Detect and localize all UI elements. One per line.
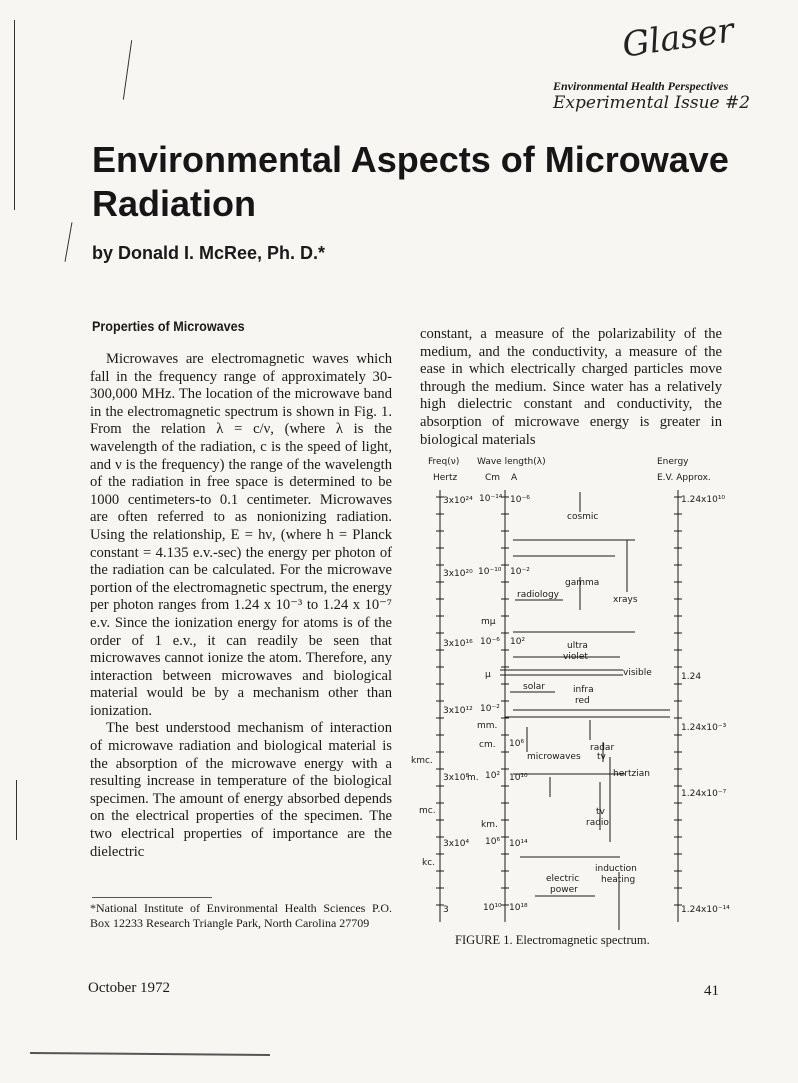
- cm-label: 10⁻¹⁴: [479, 494, 503, 504]
- spectrum-figure: [405, 452, 735, 932]
- section-heading: Properties of Microwaves: [92, 318, 245, 334]
- unit-label: mμ: [481, 617, 496, 627]
- author-byline: by Donald I. McRee, Ph. D.*: [92, 243, 326, 263]
- energy-label: 1.24x10⁻⁷: [681, 789, 727, 799]
- footnote-rule: [92, 897, 212, 898]
- margin-mark: [65, 222, 73, 262]
- a-label: 10⁻⁶: [510, 495, 530, 505]
- a-label: 10⁶: [509, 739, 525, 749]
- freq-label: 3x10⁸: [443, 773, 470, 783]
- cm-label: 10⁻¹⁰: [478, 567, 502, 577]
- energy-label: 1.24x10⁻³: [681, 723, 727, 733]
- ev-header: E.V. Approx.: [657, 473, 711, 483]
- hertzian-label: hertzian: [613, 769, 650, 779]
- margin-mark: [14, 20, 15, 210]
- electric-label: electric: [546, 874, 580, 884]
- energy-label: 1.24x10⁻¹⁴: [681, 905, 730, 915]
- radio-label: radio: [586, 818, 609, 828]
- energy-label: 1.24: [681, 672, 702, 682]
- paragraph: The best understood mechanism of interaction of microwave radiation and biological material is the absorption of the microwave energy with a resulting increase in temperature of the biological specimen. The amount of energy absorbed depends on the electrical properties of the specimen. The two electrical properties of importance are the dielectric: [90, 720, 392, 860]
- right-column-text: [420, 326, 722, 449]
- cosmic-label: cosmic: [567, 512, 599, 522]
- cm-label: 10⁶: [485, 837, 501, 847]
- unit-label: cm.: [479, 740, 496, 750]
- paragraph: Microwaves are electromagnetic waves which fall in the frequency range of approximately 30-300,000 MHz. The location of the microwave band in the electromagnetic spectrum is shown in Fig. 1. From the relation λ = c/ν, (where λ is the wavelength of the radiation, c is the speed of light, and ν is the frequency) the range of the wavelength of the radiation in free space is determined to be 1000 centimeters-to 0.1 centimeter. Microwaves are often referred to as nonionizing radiation. Using the relationship, E = hν, (where h = Planck constant = 4.135 e.v.-sec) the energy per photon of the radiation can be calculated. For the microwave portion of the electromagnetic spectrum, the energy per photon ranges from 1.24 x 10⁻³ to 1.24 x 10⁻⁷ e.v. Since the ionization energy for atoms is of the order of 1 e.v., it can readily be seen that microwaves cannot ionize the atom. Therefore, any interaction between microwaves and biological material would be by a mechanism other than ionization.: [90, 351, 392, 719]
- infrared-label: infra: [573, 685, 594, 695]
- freq-label: 3x10¹²: [443, 706, 473, 716]
- infrared-label: red: [575, 696, 590, 706]
- side-label: mc.: [419, 806, 436, 816]
- power-label: power: [550, 885, 578, 895]
- energy-label: 1.24x10¹⁰: [681, 495, 726, 505]
- side-label: kc.: [422, 858, 436, 868]
- journal-name: Environmental Health Perspectives: [553, 79, 729, 93]
- xrays-label: xrays: [613, 595, 638, 605]
- a-label: 10²: [510, 637, 526, 647]
- cm-label: 10⁻⁶: [480, 637, 500, 647]
- radar-label: radar: [590, 743, 615, 753]
- energy-header: Energy: [657, 457, 689, 467]
- induction-label: induction: [595, 864, 637, 874]
- ultraviolet-label: violet: [563, 652, 588, 662]
- a-label: 10¹⁰: [509, 773, 528, 783]
- unit-label: km.: [481, 820, 498, 830]
- tv-label: tv: [597, 752, 606, 762]
- side-label: kmc.: [411, 756, 433, 766]
- handwritten-signature: Glaser: [619, 10, 737, 66]
- freq-label: 3x10¹⁶: [443, 639, 473, 649]
- margin-mark: [123, 40, 132, 100]
- article-title: Environmental Aspects of Microwave Radiation: [92, 139, 729, 224]
- left-column-text: [90, 351, 392, 861]
- footnote: *National Institute of Environmental Health Sciences P.O. Box 12233 Research Triangle Park, North Carolina 27709: [90, 901, 392, 930]
- a-label: 10¹⁸: [509, 903, 528, 913]
- radio-tv-label: tv: [596, 807, 605, 817]
- heating-label: heating: [601, 875, 636, 885]
- visible-label: visible: [623, 668, 652, 678]
- freq-label: 3x10²⁴: [443, 496, 473, 506]
- gamma-label: gamma: [565, 578, 600, 588]
- wavelength-header: Wave length(λ): [477, 457, 546, 467]
- ultraviolet-label: ultra: [567, 641, 588, 651]
- cm-label: 10²: [485, 771, 501, 781]
- paragraph: constant, a measure of the polarizability of the medium, and the conductivity, a measure of the ease in which electrically charged particles move through the medium. Since water has a relatively high dielectric constant and conductivity, the absorption of microwave energy is greater in biological materials: [420, 326, 722, 448]
- a-label: 10¹⁴: [509, 839, 528, 849]
- footer-date: October 1972: [88, 980, 171, 996]
- a-header: A: [511, 473, 518, 483]
- a-label: 10⁻²: [510, 567, 530, 577]
- microwaves-label: microwaves: [527, 752, 581, 762]
- figure-caption: FIGURE 1. Electromagnetic spectrum.: [455, 933, 650, 947]
- freq-label: 3x10⁴: [443, 839, 470, 849]
- page-number: 41: [704, 983, 719, 999]
- cm-label: 10⁻²: [480, 704, 500, 714]
- solar-label: solar: [523, 682, 545, 692]
- cm-label: 10¹⁰: [483, 903, 502, 913]
- hertz-header: Hertz: [433, 473, 458, 483]
- freq-label: 3x10²⁰: [443, 569, 473, 579]
- freq-header: Freq(ν): [428, 457, 460, 467]
- unit-label: m.: [467, 773, 479, 783]
- cm-header: Cm: [485, 473, 501, 483]
- freq-label: 3: [443, 905, 449, 915]
- unit-label: mm.: [477, 721, 498, 731]
- radiology-label: radiology: [517, 590, 559, 600]
- unit-label: μ: [485, 670, 491, 680]
- axis-ticks: [436, 497, 682, 905]
- scan-line: [30, 1052, 270, 1056]
- handwritten-issue-note: Experimental Issue #2: [553, 93, 751, 113]
- margin-mark: [16, 780, 17, 840]
